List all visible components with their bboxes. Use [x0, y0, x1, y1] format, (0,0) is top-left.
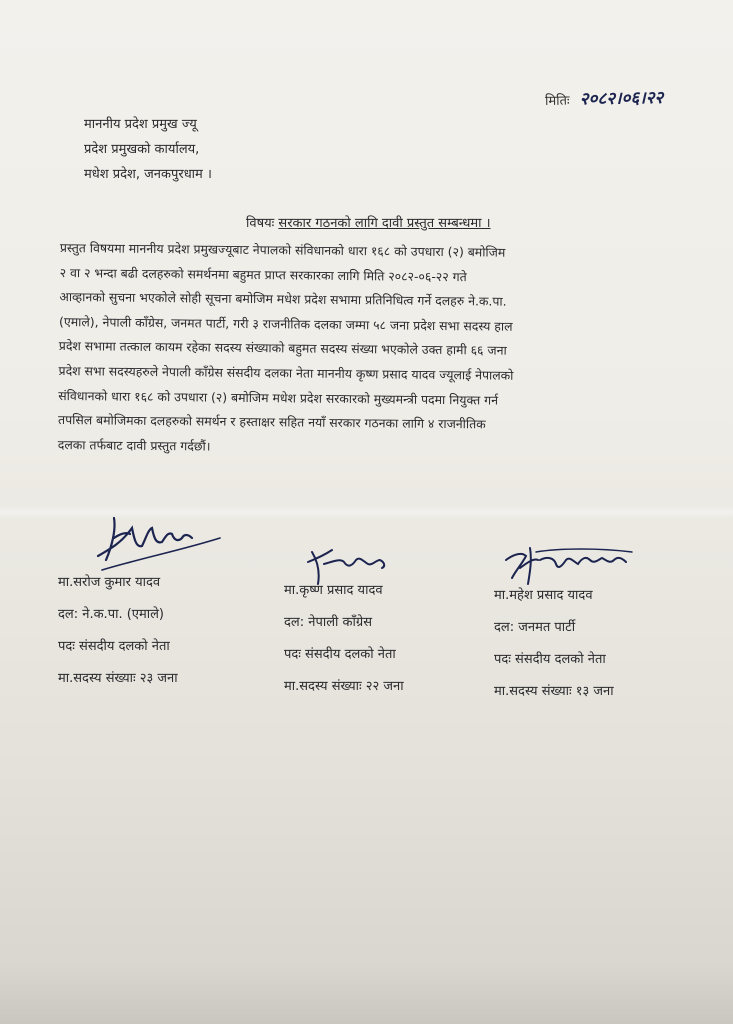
body-line: तपसिल बमोजिमका दलहरुको समर्थन र हस्ताक्षर सहित नयाँ सरकार गठनका लागि ४ राजनीतिक: [57, 412, 486, 432]
signatory-members: मा.सदस्य संख्याः २२ जना: [284, 679, 404, 694]
signatory-position: पदः संसदीय दलको नेता: [284, 647, 396, 662]
subject-text: सरकार गठनको लागि दावी प्रस्तुत सम्बन्धमा ।: [278, 216, 491, 231]
paper-shadow: [0, 964, 733, 1024]
subject-line: [246, 213, 491, 231]
recipient-line: प्रदेश प्रमुखको कार्यालय,: [84, 142, 200, 157]
body-line: (एमाले), नेपाली काँग्रेस, जनमत पार्टी, गरी ३ राजनीतिक दलका जम्मा ५८ जना प्रदेश सभा सदस्य हाल: [59, 313, 513, 334]
body-line: संविधानको धारा १६८ को उपधारा (२) बमोजिम मधेश प्रदेश सरकारको मुख्यमन्त्री पदमा नियुक्त गर्न: [58, 387, 499, 408]
signatory-2: [284, 575, 404, 703]
body-line: २ वा २ भन्दा बढी दलहरुको समर्थनमा बहुमत प्राप्त सरकारका लागि मिति २०८२-०६-२२ गते: [59, 264, 467, 284]
signatory-party: दल: जनमत पार्टी: [494, 620, 576, 635]
signatory-3: [494, 580, 614, 708]
signatory-name: मा.सरोज कुमार यादव: [58, 575, 161, 590]
signatory-members: मा.सदस्य संख्याः २३ जना: [58, 671, 178, 686]
body-line: प्रस्तुत विषयमा माननीय प्रदेश प्रमुखज्यूबाट नेपालको संविधानको धारा १६८ को उपधारा (२) बमोजिम: [59, 239, 506, 260]
signatory-position: पदः संसदीय दलको नेता: [494, 652, 606, 667]
signatory-members: मा.सदस्य संख्याः १३ जना: [494, 684, 614, 699]
body-line: प्रदेश सभा सदस्यहरुले नेपाली काँग्रेस संसदीय दलका नेता माननीय कृष्ण प्रसाद यादव ज्यूलाई नेपालको: [58, 362, 514, 383]
signatory-1: [58, 567, 178, 695]
recipient-line: मधेश प्रदेश, जनकपुरधाम ।: [84, 167, 212, 182]
recipient-address: [84, 112, 212, 187]
body-line: दलका तर्फबाट दावी प्रस्तुत गर्दछौं।: [57, 436, 211, 454]
date-label: मितिः: [544, 93, 570, 110]
signatory-name: मा.महेश प्रसाद यादव: [494, 588, 593, 603]
date-line: [545, 85, 664, 110]
signatory-position: पदः संसदीय दलको नेता: [58, 639, 170, 654]
subject-prefix: विषयः: [246, 216, 275, 231]
body-line: आव्हानको सुचना भएकोले सोही सूचना बमोजिम मधेश प्रदेश सभामा प्रतिनिधित्व गर्ने दलहरु ने.क.पा.: [59, 289, 507, 309]
body-line: प्रदेश सभामा तत्काल कायम रहेका सदस्य संख्याको बहुमत सदस्य संख्या भएकोले उक्त हामी ६६ जना: [58, 338, 507, 359]
date-value: २०८२।०६।२२: [579, 87, 664, 110]
letter-body: [58, 236, 720, 464]
recipient-line: माननीय प्रदेश प्रमुख ज्यू: [84, 117, 197, 132]
signatory-name: मा.कृष्ण प्रसाद यादव: [284, 583, 383, 598]
signatory-party: दल: ने.क.पा. (एमाले): [58, 607, 164, 622]
signatory-party: दल: नेपाली काँग्रेस: [284, 615, 372, 630]
